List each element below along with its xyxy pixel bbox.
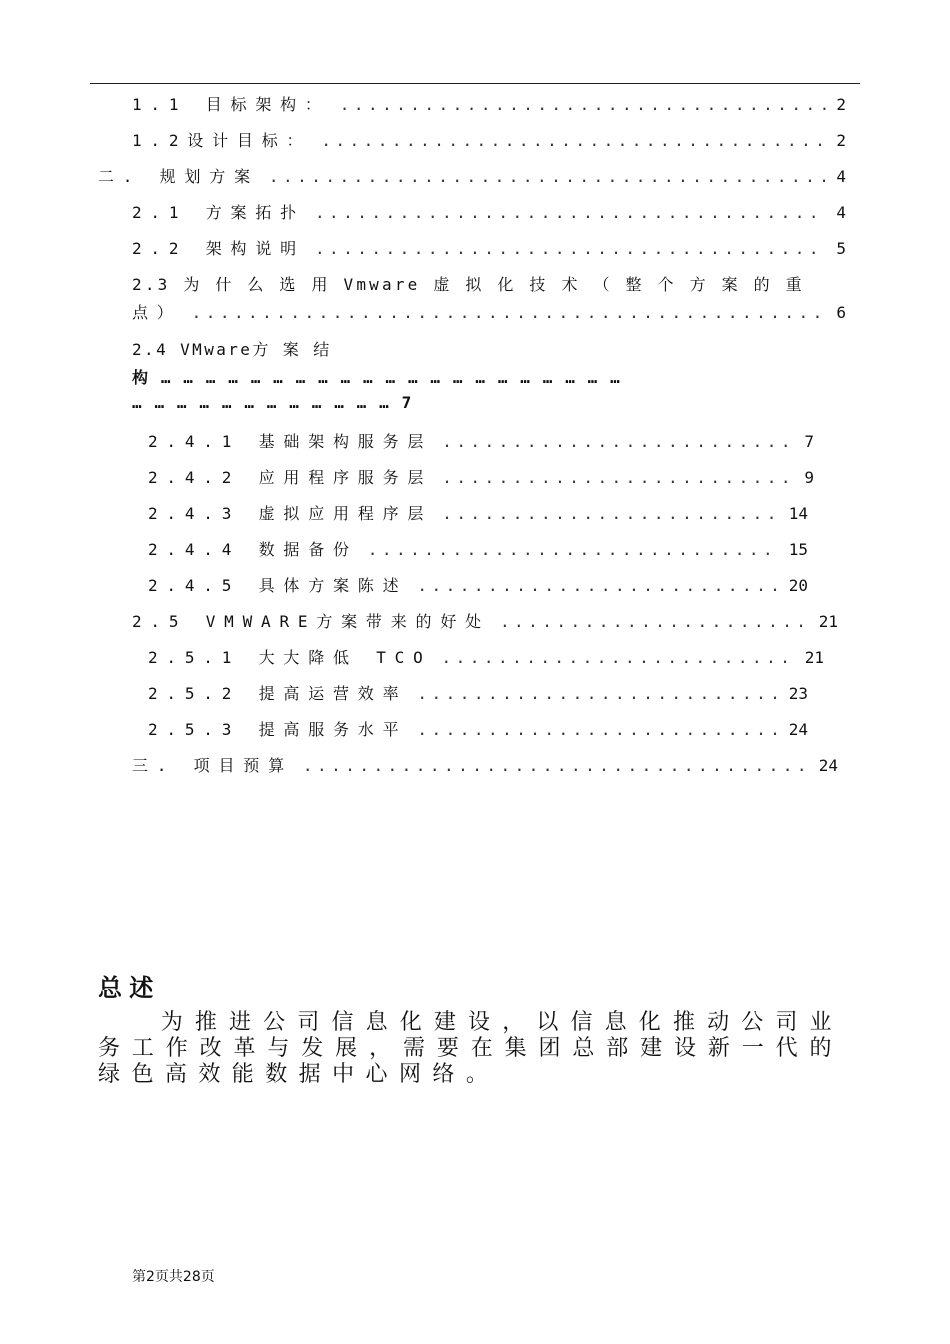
toc-entry[interactable] [148, 429, 814, 455]
toc-entry[interactable] [148, 537, 808, 563]
toc-page-number: 20 [788, 576, 808, 595]
toc-leader [368, 540, 779, 559]
toc-page-number: 24 [788, 720, 808, 739]
toc-page-number: 14 [788, 504, 808, 523]
toc-leader [417, 720, 778, 739]
toc-leader [442, 648, 795, 667]
toc-leader [192, 303, 827, 322]
paragraph-text: 为推进公司信息化建设，以信息化推动公司业务工作改革与发展，需要在集团总部建设新一代的绿色高效能数据中心网络。 [98, 1010, 843, 1087]
toc-entry-line[interactable]: … … … … … … … … … … … … 7 [132, 393, 413, 412]
toc-entry[interactable] [148, 573, 808, 599]
toc-page-number: 24 [818, 756, 838, 775]
toc-page-number: 5 [836, 239, 846, 258]
toc-title: 2.2 架构说明 [132, 239, 305, 258]
toc-entry[interactable] [148, 717, 808, 743]
toc-entry[interactable] [132, 236, 846, 262]
toc-entry[interactable] [148, 645, 824, 671]
toc-page-number: 4 [836, 203, 846, 222]
page-footer: 第2页共28页 [132, 1269, 215, 1285]
toc-leader [417, 576, 778, 595]
toc-leader [303, 756, 809, 775]
toc-page-number: 21 [818, 612, 838, 631]
section-paragraph [98, 1010, 843, 1088]
toc-leader [340, 95, 827, 114]
section-heading: 总述 [98, 974, 161, 1002]
toc-leader [442, 432, 794, 451]
toc-leader [442, 468, 794, 487]
toc-entry[interactable] [132, 300, 846, 326]
toc-entry[interactable] [148, 465, 814, 491]
toc-leader [315, 239, 826, 258]
toc-page-number: 2 [836, 131, 846, 150]
toc-title: 2.5.2 提高运营效率 [148, 684, 408, 703]
toc-leader [417, 684, 778, 703]
toc-page-number: 2 [836, 95, 846, 114]
toc-entry[interactable] [148, 681, 808, 707]
header-rule [90, 83, 860, 84]
toc-entry[interactable] [132, 753, 838, 779]
toc-title: 二. 规划方案 [98, 167, 259, 186]
toc-entry[interactable] [98, 164, 846, 190]
toc-page-number: 4 [836, 167, 846, 186]
toc-title: 2.4.1 基础架构服务层 [148, 432, 433, 451]
toc-leader [321, 131, 826, 150]
toc-entry[interactable] [148, 501, 808, 527]
toc-title: 2.4.4 数据备份 [148, 540, 358, 559]
toc-title: 1.2设计目标： [132, 131, 312, 150]
toc-page-number: 23 [788, 684, 808, 703]
toc-title: 三. 项目预算 [132, 756, 293, 775]
toc-title: 2.1 方案拓扑 [132, 203, 305, 222]
toc-title: 2.5.3 提高服务水平 [148, 720, 408, 739]
toc-entry-line[interactable]: 构 … … … … … … … … … … … … … … … … … … … … … [132, 368, 622, 387]
toc-entry-line[interactable]: 2.4 VMware方 案 结 [132, 340, 332, 359]
toc-title: 2.5 VMWARE方案带来的好处 [132, 612, 490, 631]
toc-entry[interactable] [132, 609, 838, 635]
toc-page-number: 9 [804, 468, 814, 487]
toc-leader [500, 612, 809, 631]
toc-title: 2.4.2 应用程序服务层 [148, 468, 433, 487]
toc-entry-line[interactable]: 2.3 为 什 么 选 用 Vmware 虚 拟 化 技 术 （ 整 个 方 案 的 重 [132, 275, 805, 294]
toc-title: 点） [132, 303, 182, 322]
toc-title: 2.4.5 具体方案陈述 [148, 576, 408, 595]
toc-page-number: 6 [836, 303, 846, 322]
toc-page-number: 15 [788, 540, 808, 559]
toc-title: 2.5.1 大大降低 TCO [148, 648, 432, 667]
toc-title: 1.1 目标架构： [132, 95, 330, 114]
toc-leader [442, 504, 779, 523]
toc-page-number: 21 [804, 648, 824, 667]
toc-leader [269, 167, 826, 186]
toc-page-number: 7 [804, 432, 814, 451]
toc-entry[interactable] [132, 200, 846, 226]
toc-title: 2.4.3 虚拟应用程序层 [148, 504, 433, 523]
toc-entry[interactable] [132, 92, 846, 118]
toc-leader [315, 203, 826, 222]
toc-entry[interactable] [132, 128, 846, 154]
